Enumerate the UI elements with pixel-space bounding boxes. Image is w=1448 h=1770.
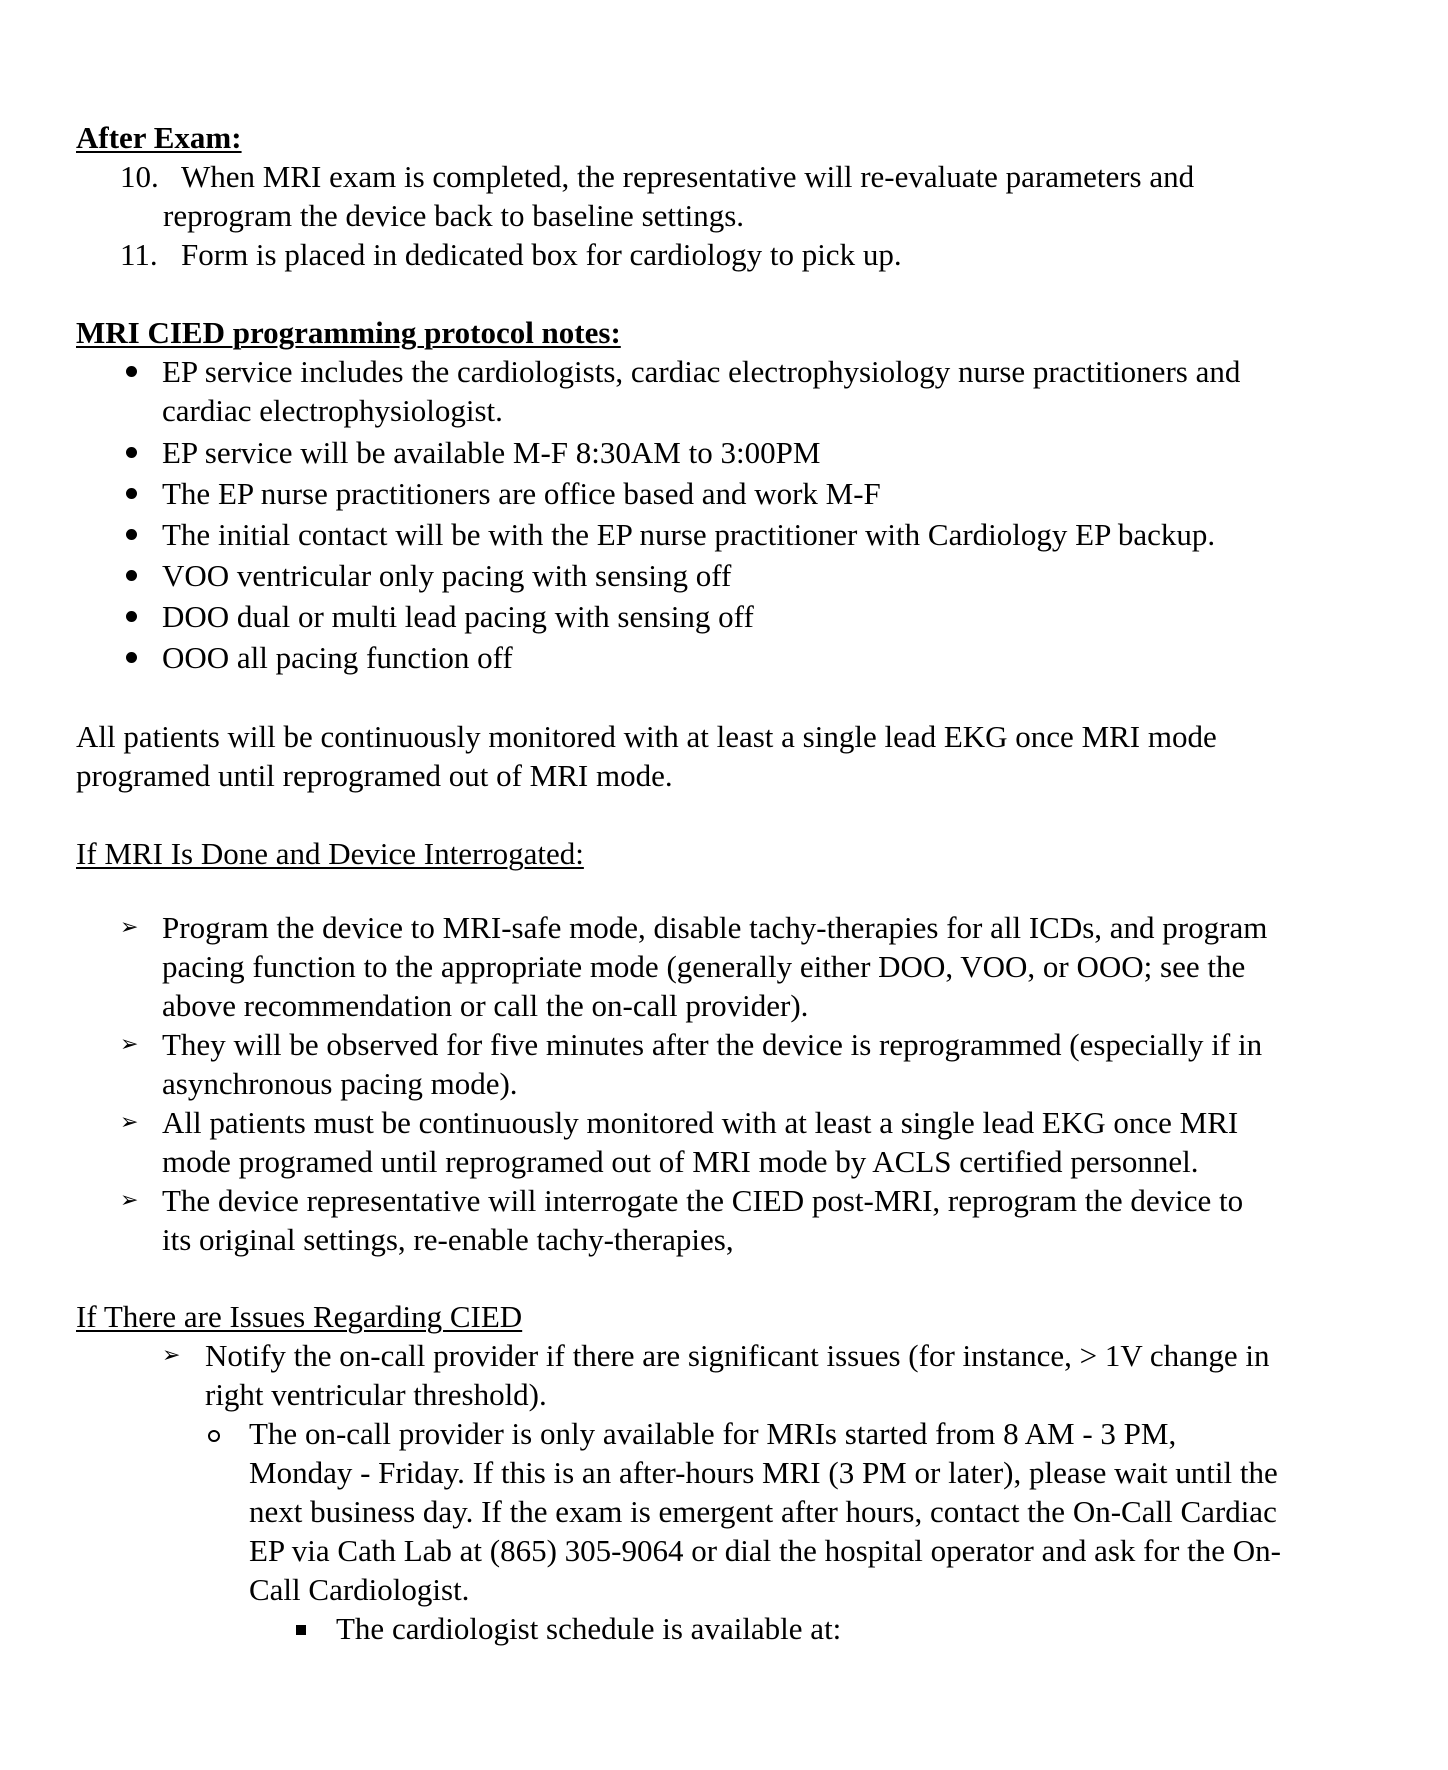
hollow-circle-bullet-icon (208, 1430, 220, 1442)
arrow-line: asynchronous pacing mode). (162, 1066, 518, 1101)
step-line: reprogram the device back to baseline settings. (163, 198, 745, 233)
bullet-text (162, 352, 1240, 430)
arrow-text (162, 1025, 1262, 1103)
sub-item-line: The on-call provider is only available for MRIs started from 8 AM - 3 PM, (249, 1416, 1177, 1451)
sub-item-text (249, 1414, 1281, 1609)
sub-item-line: EP via Cath Lab at (865) 305-9064 or dial the hospital operator and ask for the On- (249, 1533, 1281, 1568)
arrowhead-bullet-icon: ➢ (162, 1343, 181, 1368)
bullet-line: VOO ventricular only pacing with sensing off (162, 558, 732, 593)
step-line: Form is placed in dedicated box for cardiology to pick up. (181, 237, 902, 272)
bullet-line: EP service includes the cardiologists, cardiac electrophysiology nurse practitioners and (162, 354, 1241, 389)
arrowhead-bullet-icon: ➢ (120, 1032, 139, 1057)
sub-sub-item-line: The cardiologist schedule is available at: (336, 1611, 842, 1646)
arrow-line: right ventricular threshold). (205, 1377, 547, 1412)
after-exam-heading: After Exam: (76, 120, 242, 155)
arrow-line: All patients must be continuously monitored with at least a single lead EKG once MRI (162, 1105, 1239, 1140)
issues-heading: If There are Issues Regarding CIED (76, 1299, 523, 1334)
step-line: When MRI exam is completed, the representative will re-evaluate parameters and (181, 159, 1195, 194)
arrow-line: mode programed until reprogramed out of MRI mode by ACLS certified personnel. (162, 1144, 1199, 1179)
arrow-text (162, 1181, 1243, 1259)
arrow-text (162, 1103, 1238, 1181)
arrow-line: above recommendation or call the on-call provider). (162, 988, 809, 1023)
step-text (181, 235, 902, 274)
filled-circle-bullet-icon (126, 611, 137, 622)
paragraph-line: programed until reprogramed out of MRI mode. (76, 758, 673, 793)
mri-done-heading: If MRI Is Done and Device Interrogated: (76, 836, 584, 871)
step-number: 11. (120, 237, 158, 272)
bullet-line: The initial contact will be with the EP nurse practitioner with Cardiology EP backup. (162, 517, 1216, 552)
arrow-line: Notify the on-call provider if there are significant issues (for instance, > 1V change in (205, 1338, 1270, 1373)
bullet-line: OOO all pacing function off (162, 640, 513, 675)
paragraph-line: All patients will be continuously monitored with at least a single lead EKG once MRI mode (76, 719, 1217, 754)
bullet-line: cardiac electrophysiologist. (162, 393, 503, 428)
arrowhead-bullet-icon: ➢ (120, 915, 139, 940)
arrow-line: pacing function to the appropriate mode (generally either DOO, VOO, or OOO; see the (162, 949, 1246, 984)
bullet-line: EP service will be available M-F 8:30AM to 3:00PM (162, 435, 821, 470)
arrow-text (162, 908, 1267, 1025)
step-text (163, 157, 1195, 235)
arrow-text (205, 1336, 1270, 1414)
filled-square-bullet-icon (296, 1625, 306, 1635)
filled-circle-bullet-icon (126, 488, 137, 499)
filled-circle-bullet-icon (126, 652, 137, 663)
arrow-line: its original settings, re-enable tachy-therapies, (162, 1222, 734, 1257)
arrowhead-bullet-icon: ➢ (120, 1188, 139, 1213)
filled-circle-bullet-icon (126, 529, 137, 540)
arrow-line: They will be observed for five minutes after the device is reprogrammed (especially if in (162, 1027, 1263, 1062)
bullet-line: DOO dual or multi lead pacing with sensing off (162, 599, 754, 634)
bullet-line: The EP nurse practitioners are office based and work M-F (162, 476, 881, 511)
filled-circle-bullet-icon (126, 366, 137, 377)
step-number: 10. (120, 159, 159, 194)
filled-circle-bullet-icon (126, 570, 137, 581)
filled-circle-bullet-icon (126, 447, 137, 458)
monitoring-paragraph (76, 717, 1396, 795)
sub-item-line: Call Cardiologist. (249, 1572, 470, 1607)
sub-item-line: next business day. If the exam is emergent after hours, contact the On-Call Cardiac (249, 1494, 1277, 1529)
sub-item-line: Monday - Friday. If this is an after-hours MRI (3 PM or later), please wait until the (249, 1455, 1278, 1490)
arrow-line: Program the device to MRI-safe mode, disable tachy-therapies for all ICDs, and program (162, 910, 1268, 945)
arrow-line: The device representative will interrogate the CIED post-MRI, reprogram the device to (162, 1183, 1244, 1218)
arrowhead-bullet-icon: ➢ (120, 1110, 139, 1135)
protocol-notes-heading: MRI CIED programming protocol notes: (76, 315, 621, 350)
